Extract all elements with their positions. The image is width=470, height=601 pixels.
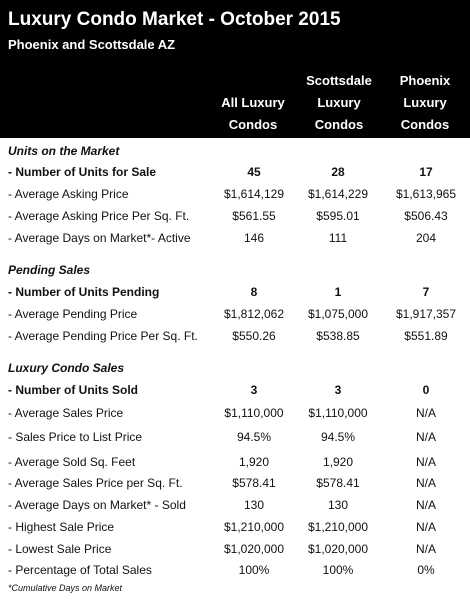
cell-phoenix: 7: [422, 285, 430, 299]
cell-scottsdale: $1,614,229: [307, 187, 369, 201]
row-label: - Average Asking Price Per Sq. Ft.: [8, 209, 190, 223]
table-row: [0, 495, 470, 515]
cell-all-luxury: 94.5%: [236, 430, 272, 444]
column-header-line: Condos: [400, 117, 450, 132]
cell-phoenix: N/A: [415, 476, 436, 490]
cell-phoenix: N/A: [415, 406, 436, 420]
footnote: *Cumulative Days on Market: [8, 583, 123, 593]
cell-all-luxury: 3: [250, 383, 258, 397]
page-subtitle: Phoenix and Scottsdale AZ: [8, 37, 176, 52]
row-label: - Number of Units Sold: [8, 383, 138, 397]
column-header-scottsdale: [300, 70, 378, 136]
cell-scottsdale: $1,075,000: [307, 307, 369, 321]
cell-phoenix: 204: [415, 231, 437, 245]
cell-phoenix: N/A: [415, 520, 436, 534]
cell-all-luxury: $561.55: [232, 209, 276, 223]
row-label: - Highest Sale Price: [8, 520, 115, 534]
cell-scottsdale: 130: [327, 498, 349, 512]
row-label: - Average Sold Sq. Feet: [8, 455, 136, 469]
cell-all-luxury: $1,614,129: [223, 187, 285, 201]
cell-phoenix: N/A: [415, 455, 436, 469]
cell-phoenix: 0%: [417, 563, 435, 577]
cell-phoenix: $506.43: [404, 209, 448, 223]
row-label: - Average Asking Price: [8, 187, 129, 201]
cell-all-luxury: $1,210,000: [223, 520, 285, 534]
table-row: [0, 184, 470, 204]
cell-all-luxury: 146: [243, 231, 265, 245]
row-label: - Average Days on Market* - Sold: [8, 498, 186, 512]
column-header-all-luxury: [212, 70, 294, 136]
table-row: [0, 517, 470, 537]
row-label: - Average Sales Price: [8, 406, 124, 420]
cell-scottsdale: $1,210,000: [307, 520, 369, 534]
table-row: [0, 560, 470, 580]
cell-phoenix: N/A: [415, 542, 436, 556]
cell-scottsdale: $538.85: [316, 329, 360, 343]
cell-all-luxury: 130: [243, 498, 265, 512]
column-header-line: Phoenix: [399, 73, 451, 88]
page-title: Luxury Condo Market - October 2015: [8, 9, 341, 30]
column-header-line: Luxury: [317, 95, 361, 110]
row-label: - Number of Units for Sale: [8, 165, 157, 179]
row-label: - Sales Price to List Price: [8, 430, 143, 444]
cell-all-luxury: $1,020,000: [223, 542, 285, 556]
column-header-line: Condos: [228, 117, 278, 132]
cell-scottsdale: 1,920: [322, 455, 354, 469]
table-row: [0, 304, 470, 324]
table-row: [0, 473, 470, 493]
row-label: - Average Days on Market*- Active: [8, 231, 191, 245]
row-label: - Lowest Sale Price: [8, 542, 112, 556]
cell-phoenix: $1,613,965: [395, 187, 457, 201]
cell-phoenix: N/A: [415, 430, 436, 444]
cell-scottsdale: $1,110,000: [308, 406, 368, 420]
cell-all-luxury: $1,812,062: [223, 307, 285, 321]
cell-scottsdale: 1: [334, 285, 342, 299]
cell-phoenix: N/A: [415, 498, 436, 512]
column-header-line: Luxury: [403, 95, 447, 110]
table-row: [0, 282, 470, 302]
cell-all-luxury: 1,920: [238, 455, 270, 469]
cell-phoenix: $551.89: [404, 329, 448, 343]
row-label: - Average Sales Price per Sq. Ft.: [8, 476, 183, 490]
cell-scottsdale: $578.41: [316, 476, 360, 490]
cell-scottsdale: 28: [331, 165, 345, 179]
row-label: - Number of Units Pending: [8, 285, 160, 299]
cell-scottsdale: $1,020,000: [307, 542, 369, 556]
cell-all-luxury: $1,110,000: [224, 406, 284, 420]
cell-phoenix: 0: [422, 383, 430, 397]
cell-phoenix: $1,917,357: [395, 307, 457, 321]
section-title-luxury-condo-sales: Luxury Condo Sales: [8, 361, 125, 375]
cell-all-luxury: 8: [250, 285, 258, 299]
cell-scottsdale: 94.5%: [320, 430, 356, 444]
cell-scottsdale: 3: [334, 383, 342, 397]
column-header-line: Scottsdale: [306, 73, 372, 88]
cell-all-luxury: $578.41: [232, 476, 276, 490]
cell-scottsdale: 100%: [322, 563, 354, 577]
column-header-phoenix: [388, 70, 462, 136]
row-label: - Average Pending Price: [8, 307, 138, 321]
cell-all-luxury: $550.26: [232, 329, 276, 343]
row-label: - Average Pending Price Per Sq. Ft.: [8, 329, 198, 343]
cell-all-luxury: 45: [247, 165, 261, 179]
cell-scottsdale: 111: [328, 231, 348, 245]
table-row: [0, 427, 470, 447]
table-row: [0, 403, 470, 423]
cell-all-luxury: 100%: [238, 563, 270, 577]
table-row: [0, 380, 470, 400]
table-row: [0, 228, 470, 248]
cell-scottsdale: $595.01: [316, 209, 360, 223]
table-row: [0, 162, 470, 182]
table-row: [0, 206, 470, 226]
section-title-units-on-market: Units on the Market: [8, 144, 120, 158]
table-header: [0, 0, 470, 138]
section-title-pending-sales: Pending Sales: [8, 263, 91, 277]
table-row: [0, 539, 470, 559]
cell-phoenix: 17: [419, 165, 433, 179]
table-row: [0, 452, 470, 472]
table-row: [0, 326, 470, 346]
column-header-line: Condos: [314, 117, 364, 132]
column-header-line: All Luxury: [221, 95, 285, 110]
row-label: - Percentage of Total Sales: [8, 563, 152, 577]
